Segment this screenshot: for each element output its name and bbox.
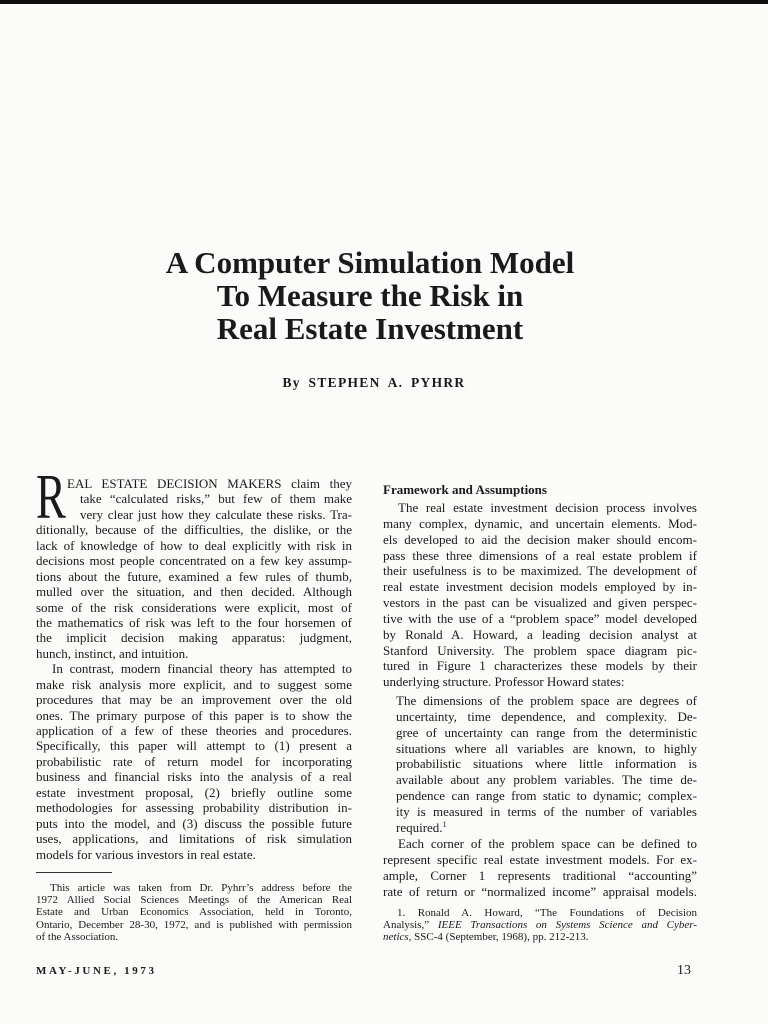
footnote-line xyxy=(383,919,697,931)
author-byline: By STEPHEN A. PYHRR xyxy=(282,375,466,390)
footnote-line: This article was taken from Dr. Pyhrr’s address before the xyxy=(50,882,352,894)
text-line: their usefulness is to be maximized. The development of xyxy=(383,563,697,579)
text-line: business and financial risks into the analysis of a real xyxy=(36,769,352,785)
text-line: pass these three dimensions of a real estate problem if xyxy=(383,547,697,563)
journal-title: IEEE Transactions on Systems Science and Cyber- xyxy=(437,919,697,932)
footnote-line: 1. Ronald A. Howard, “The Foundations of Decision xyxy=(397,907,697,919)
footnote-line: of the Association. xyxy=(36,930,119,943)
footnote-line: Ontario, December 28-30, 1972, and is published with permission xyxy=(36,918,352,931)
footnote-text: SSC-4 (September, 1968), pp. 212-213. xyxy=(411,931,589,944)
text-line: make risk analysis more explicit, and to suggest some xyxy=(36,676,352,692)
page-number: 13 xyxy=(677,963,691,978)
text-line: many complex, dynamic, and uncertain elements. Mod- xyxy=(383,515,697,531)
text-line: decisions most people concentrated on a few key assump- xyxy=(36,553,352,569)
quote-line: ity is measured in terms of the number of variables xyxy=(396,803,697,819)
text-line: real estate investment decision models employed by in- xyxy=(383,579,697,595)
text-line: lack of knowledge of how to deal explicitly with risk in xyxy=(36,537,352,553)
text-line: vestors in the past can be visualized and given perspec- xyxy=(383,595,697,611)
footnote-line xyxy=(383,931,697,943)
text-line: Stanford University. The problem space diagram pic- xyxy=(383,642,697,658)
quote-line: situations where all variables are known, to highly xyxy=(396,740,697,756)
section-heading: Framework and Assumptions xyxy=(383,482,547,497)
title-line: A Computer Simulation Model xyxy=(165,245,575,280)
text-line: models for various investors in real estate. xyxy=(36,846,256,862)
quote-line: probabilistic situations where little information is xyxy=(396,756,697,772)
text-line: In contrast, modern financial theory has attempted to xyxy=(52,661,352,677)
text-line: estate investment proposal, (2) briefly outline some xyxy=(36,784,352,800)
article-note xyxy=(36,882,352,943)
quote-line: pendence can range from static to dynamic; complex- xyxy=(396,788,697,804)
text-line: probabilistic rate of return model for incorporating xyxy=(36,753,352,769)
text-line: tive with the use of a “problem space” model developed xyxy=(383,610,697,626)
text-line: application of a few of these theories and procedures. xyxy=(36,723,352,738)
text-line: the mathematics of risk was left to the four horsemen of xyxy=(36,614,352,630)
text-line: puts into the model, and (3) discuss the possible future xyxy=(36,815,352,831)
text-line: EAL ESTATE DECISION MAKERS claim they xyxy=(67,476,352,491)
quote-line: The dimensions of the problem space are degrees of xyxy=(396,693,697,708)
text-line: take “calculated risks,” but few of them make xyxy=(80,491,352,507)
footnote-text: Analysis,” xyxy=(383,919,438,932)
text-line: the implicit decision making apparatus: judgment, xyxy=(36,630,352,646)
drop-cap: R xyxy=(36,461,66,532)
quote-line: uncertainty, time dependence, and complexity. De- xyxy=(396,708,697,724)
text-line: ample, Corner 1 represents traditional “accounting” xyxy=(383,867,697,883)
text-line: ones. The primary purpose of this paper is to show the xyxy=(36,707,352,723)
text-line: tions about the future, examined a few rules of thumb, xyxy=(36,568,352,584)
intro-paragraph xyxy=(36,661,352,862)
article-title xyxy=(70,246,670,345)
section-paragraph xyxy=(383,500,697,690)
text-line: Each corner of the problem space can be defined to xyxy=(398,836,697,851)
issue-date: MAY-JUNE, 1973 xyxy=(36,965,157,977)
title-line: To Measure the Risk in xyxy=(216,278,524,313)
quote-line: available about any problem variables. The time de- xyxy=(396,772,697,788)
text-line: by Ronald A. Howard, a leading decision analyst at xyxy=(383,626,697,642)
text-line: represent specific real estate investment models. For ex- xyxy=(383,851,697,867)
quote-line xyxy=(396,820,697,836)
text-line: tured in Figure 1 characterizes these models by their xyxy=(383,658,697,674)
text-line: els developed to aid the decision maker should encom- xyxy=(383,531,697,547)
text-line: Specifically, this paper will attempt to (1) present a xyxy=(36,738,352,754)
quote-line-text: required. xyxy=(396,819,443,835)
text-line: hunch, instinct, and intuition. xyxy=(36,645,189,661)
quote-line: gree of uncertainty can range from the deterministic xyxy=(396,724,697,740)
footnote-marker: 1 xyxy=(442,819,447,829)
journal-title: netics, xyxy=(383,931,412,944)
text-line: mulled over the situation, and then decided. Although xyxy=(36,584,352,600)
text-line: uses, applications, and limitations of risk simulation xyxy=(36,831,352,847)
footnote-line: Estate and Urban Economics Association, held in Toronto, xyxy=(36,906,352,919)
footnote-line: 1972 Allied Social Sciences Meetings of the American Real xyxy=(36,894,352,907)
title-line: Real Estate Investment xyxy=(216,311,524,346)
intro-paragraph xyxy=(36,476,352,661)
text-line: The real estate investment decision process involves xyxy=(398,500,697,515)
block-quote xyxy=(396,693,697,836)
scan-edge xyxy=(0,0,768,4)
footnote-rule xyxy=(36,872,112,873)
text-line: ditionally, because of the difficulties, the dislike, or the xyxy=(36,522,352,538)
section-paragraph xyxy=(383,836,697,899)
text-line: rate of return or “normalized income” appraisal models. xyxy=(383,883,697,899)
text-line: underlying structure. Professor Howard states: xyxy=(383,674,625,690)
text-line: methodologies for assessing probability distribution in- xyxy=(36,800,352,816)
reference-footnote xyxy=(383,907,697,944)
text-line: some of the risk considerations were explicit, most of xyxy=(36,599,352,615)
text-line: very clear just how they calculate these risks. Tra- xyxy=(80,506,352,522)
intro-column xyxy=(36,476,352,862)
text-line: procedures that may be an improvement over the old xyxy=(36,692,352,708)
